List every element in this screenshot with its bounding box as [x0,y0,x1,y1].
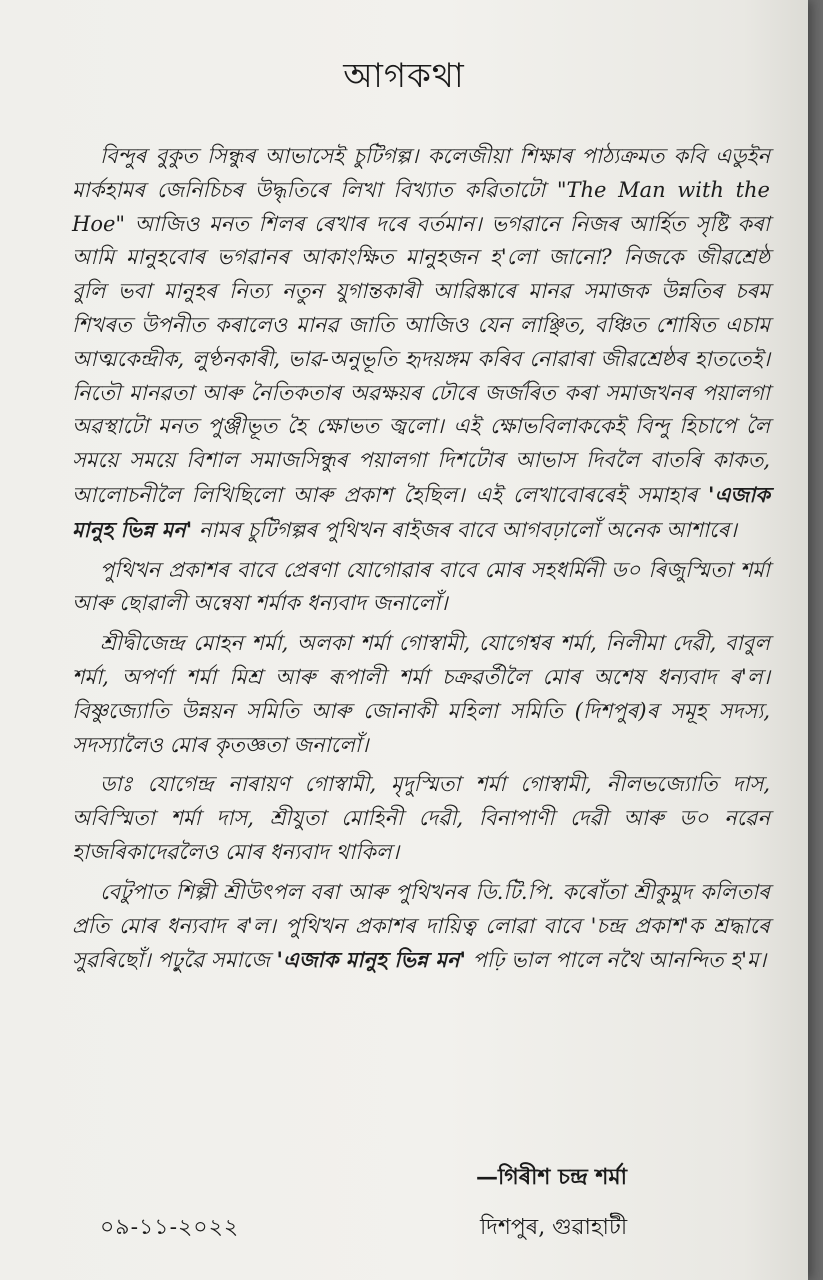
paragraph-text: পঢ়ি ভাল পালে নথৈ আনন্দিত হ'ম। [465,948,767,973]
paragraph-text: বিন্দুৰ বুকুত সিন্ধুৰ আভাসেই চুটিগল্প। কলেজীয়া শিক্ষাৰ পাঠ্যক্ৰমত কবি এডুইন মাৰ্কহামৰ জেনিচিচৰ উদ্ধৃতিৰে লিখা বিখ্যাত কৱিতাটো "The Man with the Hoe" আজিও মনত শিলৰ ৰেখাৰ দৰে বৰ্তমান। ভগৱানে নিজৰ আৰ্হিত সৃষ্টি কৰা আমি মানুহবোৰ ভগৱানৰ আকাংক্ষিত মানুহজন হ'লো জানো? নিজকে জীৱশ্ৰেষ্ঠ বুলি ভবা মানুহৰ নিত্য নতুন যুগান্তকাৰী আৱিষ্কাৰে মানৱ সমাজক উন্নতিৰ চৰম শিখৰত উপনীত কৰালেও মানৱ জাতি আজিও যেন লাঞ্ছিত, বঞ্চিত শোষিত এচাম আত্মকেন্দ্ৰীক, লুণ্ঠনকাৰী, ভাৱ-অনুভূতি হৃদয়ঙ্গম কৰিব নোৱাৰা জীৱশ্ৰেষ্ঠৰ হাততেই। নিতৌ মানৱতা আৰু নৈতিকতাৰ অৱক্ষয়ৰ ঢৌৰে জৰ্জৰিত কৰা সমাজখনৰ পয়ালগা অৱস্থাটো মনত পুঞ্জীভূত হৈ ক্ষোভত জ্বলো। এই ক্ষোভবিলাককেই বিন্দু হিচাপে লৈ সময়ে সময়ে বিশাল সমাজসিন্ধুৰ পয়ালগা দিশটোৰ আভাস দিবলৈ বাতৰি কাকত, আলোচনীলৈ লিখিছিলো আৰু প্ৰকাশ হৈছিল। এই লেখাবোৰৰেই সমাহাৰ [72,144,770,507]
paragraph-text: পুথিখন প্ৰকাশৰ বাবে প্ৰেৰণা যোগোৱাৰ বাবে মোৰ সহধৰ্মিনী ড০ ৰিজুস্মিতা শৰ্মা আৰু ছোৱালী অন্বেষা শৰ্মাক ধন্যবাদ জনালোঁ। [72,557,770,616]
date-line: ০৯-১১-২০২২ [100,1215,240,1240]
paragraph-text: শ্ৰীদ্বীজেন্দ্ৰ মোহন শৰ্মা, অলকা শৰ্মা গোস্বামী, যোগেশ্বৰ শৰ্মা, নিলীমা দেৱী, বাবুল শৰ্মা, অপৰ্ণা শৰ্মা মিশ্ৰ আৰু ৰূপালী শৰ্মা চক্ৰৱৰ্তীলৈ মোৰ অশেষ ধন্যবাদ ৰ'ল। বিষ্ণুজ্যোতি উন্নয়ন সমিতি আৰু জোনাকী মহিলা সমিতি (দিশপুৰ)ৰ সমূহ সদস্য, সদস্যালৈও মোৰ কৃতজ্ঞতা জনালোঁ। [72,631,770,757]
paragraph-others-thanks [72,768,770,869]
book-title-emphasis: 'এজাক মানুহ ভিন্ন মন' [276,947,466,973]
preface-body [72,140,770,984]
paragraph-text: বেটুপাত শিল্পী শ্ৰীউৎপল বৰা আৰু পুথিখনৰ ডি.টি.পি. কৰোঁতা শ্ৰীকুমুদ কলিতাৰ প্ৰতি মোৰ ধন্যবাদ ৰ'ল। পুথিখন প্ৰকাশৰ দায়িত্ব লোৱা বাবে 'চন্দ্ৰ প্ৰকাশ'ক শ্ৰদ্ধাৰে সুৱৰিছোঁ। পঢ়ুৱৈ সমাজে [72,879,770,973]
author-signature: —গিৰীশ চন্দ্ৰ শৰ্মা [476,1164,628,1190]
page-title: আগকথা [343,56,465,96]
place-line: দিশপুৰ, গুৱাহাটী [480,1215,628,1240]
paragraph-friends-thanks [72,627,770,762]
paragraph-publisher-thanks [72,876,770,978]
paragraph-text: নামৰ চুটিগল্পৰ পুথিখন ৰাইজৰ বাবে আগবঢ়ালোঁ অনেক আশাৰে। [192,517,737,542]
paragraph-intro [72,140,770,548]
paragraph-family-thanks [72,554,770,622]
book-title-emphasis: 'এজাক মানুহ ভিন্ন মন' [72,481,770,542]
paragraph-text: ডাঃ যোগেন্দ্ৰ নাৰায়ণ গোস্বামী, মৃদুস্মিতা শৰ্মা গোস্বামী, নীলভজ্যোতি দাস, অবিস্মিতা শৰ্মা দাস, শ্ৰীযুতা মোহিনী দেৱী, বিনাপাণী দেৱী আৰু ড০ নৱেন হাজৰিকাদেৱলৈও মোৰ ধন্যবাদ থাকিল। [72,772,770,864]
